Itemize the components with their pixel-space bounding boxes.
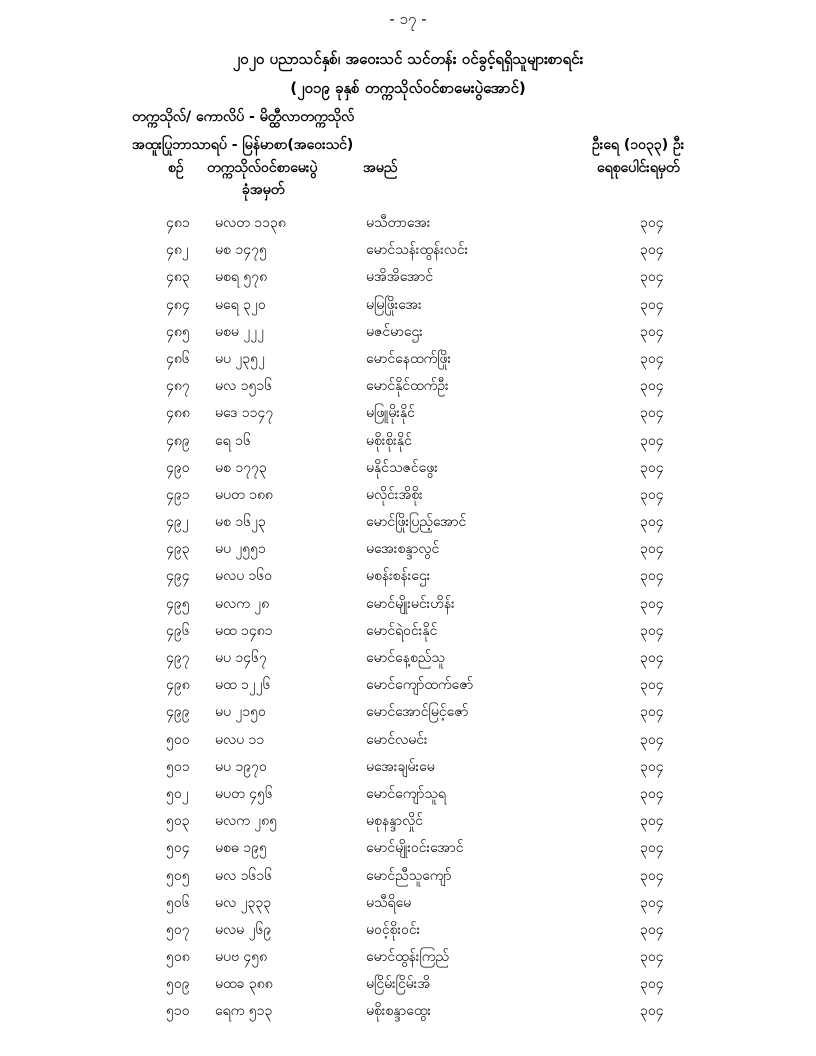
table-row [0,808,816,835]
roll-number: မထ ၁၄၈၁ [215,622,273,639]
total-marks: ၃၀၄ [640,785,664,802]
roll-number: မလ ၁၅၁၆ [215,378,273,395]
column-header-roll-number-line2: ခုံအမှတ် [242,182,285,198]
student-name: မဝင့်စိုးဝင်း [366,921,421,938]
serial-number: ၅၀၅ [166,867,190,884]
student-name: မောင်နေထက်ဖြိုး [366,350,452,367]
serial-number: ၅၀၃ [166,813,190,830]
student-name: မငြိမ်းငြိမ်းအိ [366,976,431,993]
serial-number: ၅၀၈ [166,949,190,966]
roll-number: ရေ ၁၆ [215,432,251,449]
serial-number: ၄၉၆ [166,622,190,639]
roll-number: မလပ ၁၆၀ [215,568,273,585]
document-subtitle: (၂၀၁၉ ခုနှစ် တက္ကသိုလ်ဝင်စာမေးပွဲအောင်) [290,79,526,97]
serial-number: ၄၉၉ [166,704,190,721]
roll-number: မပ ၂၃၅၂ [215,350,265,367]
roll-number: မလက ၂၈ [215,595,270,612]
roll-number: မလက ၂၈၅ [215,813,278,830]
serial-number: ၅၁၀ [166,1003,190,1020]
student-name: မဇင်မာဌေး [366,323,423,340]
roll-number: မထ ၁၂၂၆ [215,677,271,694]
roll-number: မပ ၂၁၅၀ [215,704,266,721]
student-name: မောင်ကျော်ထက်ဇော် [366,677,474,694]
roll-number: မစ ၁၄၇၅ [215,242,267,259]
roll-number: မလပ ၁၁ [215,731,265,748]
roll-number: မပတ ၄၅၆ [215,785,273,802]
serial-number: ၅၀၄ [166,840,190,857]
student-name: မောင်ညီသူကျော် [366,867,452,884]
student-name: မောင်ရဲဝင်းနိုင် [366,622,438,639]
student-name: မောင်ထွန်းကြည် [366,949,450,966]
roll-number: မပ ၂၅၅၁ [215,541,266,558]
total-marks: ၃၀၄ [640,459,664,476]
table-row [0,971,816,998]
column-header-serial: စဉ် [168,160,184,176]
university-line: တက္ကသိုလ်/ ကောလိပ် - မိတ္ထီလာတက္ကသိုလ် [132,109,355,125]
serial-number: ၄၉၇ [166,650,190,666]
table-row [0,727,816,754]
student-name: မောင်ကျော်သူရ [366,785,446,802]
student-name: မောင်လမင်း [366,731,428,748]
table-row [0,781,816,808]
table-row [0,563,816,590]
total-marks: ၃၀၄ [640,921,664,938]
serial-number: ၄၈၅ [166,323,190,340]
table-row [0,346,816,373]
student-name: မောင်နိုင်ထက်ဦး [366,378,449,395]
serial-number: ၄၈၃ [166,269,190,286]
serial-number: ၄၉၂ [166,514,189,531]
table-row [0,863,816,890]
table-row [0,237,816,264]
table-row [0,917,816,944]
student-name: မစိုးစိုးနိုင် [366,432,412,449]
serial-number: ၄၈၂ [166,242,189,259]
total-marks: ၃၀၄ [640,731,664,748]
total-marks: ၃၀၄ [640,432,664,449]
total-marks: ၃၀၄ [640,976,664,993]
student-name: မမြဖြိုးအေး [366,296,422,313]
student-name: မောင်နေ့စည်သူ [366,650,445,666]
total-marks: ၃၀၄ [640,486,664,503]
total-marks: ၃၀၄ [640,622,664,639]
total-marks: ၃၀၄ [640,350,664,367]
total-marks: ၃၀၄ [640,677,664,694]
student-name: မောင်ဖြိုးပြည့်အောင် [366,514,467,531]
serial-number: ၅၀၁ [166,758,190,775]
table-row [0,645,816,672]
table-row [0,292,816,319]
total-marks: ၃၀၄ [640,405,664,422]
total-marks: ၃၀၄ [640,514,664,531]
total-marks: ၃၀၄ [640,894,664,911]
roll-number: မစရ ၅၇၈ [215,269,268,286]
total-marks: ၃၀၄ [640,813,664,830]
table-row [0,319,816,346]
roll-number: မစ ၁၇၇၃ [215,459,267,476]
serial-number: ၄၉၅ [166,595,190,612]
roll-number: မစမ ၂၂၂ [215,323,264,340]
total-marks: ၃၀၄ [640,840,664,857]
roll-number: မလမ ၂၆၉ [215,921,272,938]
total-count-line: ဦးရေ (၁၀၃၃) ဦး [592,137,685,153]
document-title: ၂၀၂၀ ပညာသင်နှစ်၊ အဝေးသင် သင်တန်း ဝင်ခွင့်ရရှိသူများစာရင်း [232,50,584,68]
table-row [0,455,816,482]
table-row [0,210,816,237]
student-name: မအေးချမ်းမေ [366,758,435,775]
roll-number: မပ ၁၉၇၀ [215,758,267,775]
serial-number: ၅၀၀ [166,731,190,748]
serial-number: ၄၉၁ [166,486,190,503]
total-marks: ၃၀၄ [640,595,664,612]
roll-number: မရေ ၃၂၀ [215,296,266,313]
table-row [0,672,816,699]
total-marks: ၃၀၄ [640,269,664,286]
roll-number: မပတ ၁၈၈ [215,486,273,503]
table-row [0,509,816,536]
total-marks: ၃၀၄ [640,242,664,259]
total-marks: ၃၀၄ [640,758,664,775]
table-row [0,944,816,971]
total-marks: ၃၀၄ [640,1003,664,1020]
total-marks: ၃၀၄ [640,704,664,721]
roll-number: မစဓ ၁၉၅ [215,840,267,857]
serial-number: ၄၈၇ [166,378,190,395]
serial-number: ၄၉၀ [166,459,190,476]
total-marks: ၃၀၄ [640,296,664,313]
total-marks: ၃၀၄ [640,541,664,558]
student-name: မဖြူမိုးနိုင် [366,405,415,422]
table-row [0,428,816,455]
total-marks: ၃၀၄ [640,867,664,884]
serial-number: ၅၀၇ [166,921,190,938]
total-marks: ၃၀၄ [640,949,664,966]
table-row [0,754,816,781]
column-header-roll-number: တက္ကသိုလ်ဝင်စာမေးပွဲ [207,160,318,176]
table-row [0,591,816,618]
table-row [0,699,816,726]
serial-number: ၄၈၆ [166,350,190,367]
serial-number: ၅၀၂ [166,785,189,802]
student-name: မစိုးစန္ဒာထွေး [366,1003,431,1020]
serial-number: ၄၉၈ [166,677,190,694]
student-name: မောင်မျိုးမင်းဟိန်း [366,595,455,612]
student-name: မနိုင်သဇင်ဖွေး [366,459,438,476]
student-name: မစန်းစန်းဌေး [366,568,431,585]
roll-number: မလတ ၁၁၃၈ [215,215,286,231]
student-name: မသီရိမေ [366,894,412,911]
table-row [0,998,816,1025]
total-marks: ၃၀၄ [640,215,664,231]
table-row [0,264,816,291]
table-row [0,482,816,509]
roll-number: မပ ၁၄၆၇ [215,650,267,666]
serial-number: ၄၉၄ [166,568,190,585]
serial-number: ၅၀၉ [166,976,190,993]
roll-number: မစ ၁၆၂၃ [215,514,266,531]
total-marks: ၃၀၄ [640,568,664,585]
results-table [0,210,816,1026]
column-header-total-marks: ရေစုပေါင်းရမှတ် [597,160,680,176]
student-name: မသီတာအေး [366,215,431,231]
student-name: မောင်သန်းထွန်းလင်း [366,242,469,259]
student-name: မစုနန္ဒာလှိုင် [366,813,423,830]
student-name: မအိအိအောင် [366,269,434,286]
table-row [0,373,816,400]
student-name: မောင်မျိုးဝင်းအောင် [366,840,464,857]
student-name: မလိုင်းအိစိုး [366,486,423,503]
page-number: - ၁၇ - [389,10,427,28]
total-marks: ၃၀၄ [640,378,664,395]
total-marks: ၃၀၄ [640,323,664,340]
roll-number: မလ ၂၃၃၃ [215,894,272,911]
table-row [0,890,816,917]
serial-number: ၄၈၁ [166,215,190,231]
student-name: မအေးစန္ဒာလွင် [366,541,440,558]
serial-number: ၄၈၉ [166,432,190,449]
major-subject-line: အထူးပြုဘာသာရပ် - မြန်မာစာ(အဝေးသင်) [132,137,354,153]
serial-number: ၅၀၆ [166,894,190,911]
serial-number: ၄၉၃ [166,541,190,558]
column-header-name: အမည် [363,160,398,176]
total-marks: ၃၀၄ [640,650,664,666]
table-row [0,400,816,427]
roll-number: မထခ ၃၈၈ [215,976,273,993]
table-row [0,618,816,645]
serial-number: ၄၈၄ [166,296,190,313]
student-name: မောင်အောင်မြင့်ဇော် [366,704,469,721]
table-row [0,835,816,862]
roll-number: ရေက ၅၁၃ [215,1003,273,1020]
roll-number: မလ ၁၆၁၆ [215,867,273,884]
roll-number: မပဗ ၄၅၈ [215,949,268,966]
table-row [0,536,816,563]
serial-number: ၄၈၈ [166,405,190,422]
roll-number: မဒေ ၁၁၄၇ [215,405,274,422]
